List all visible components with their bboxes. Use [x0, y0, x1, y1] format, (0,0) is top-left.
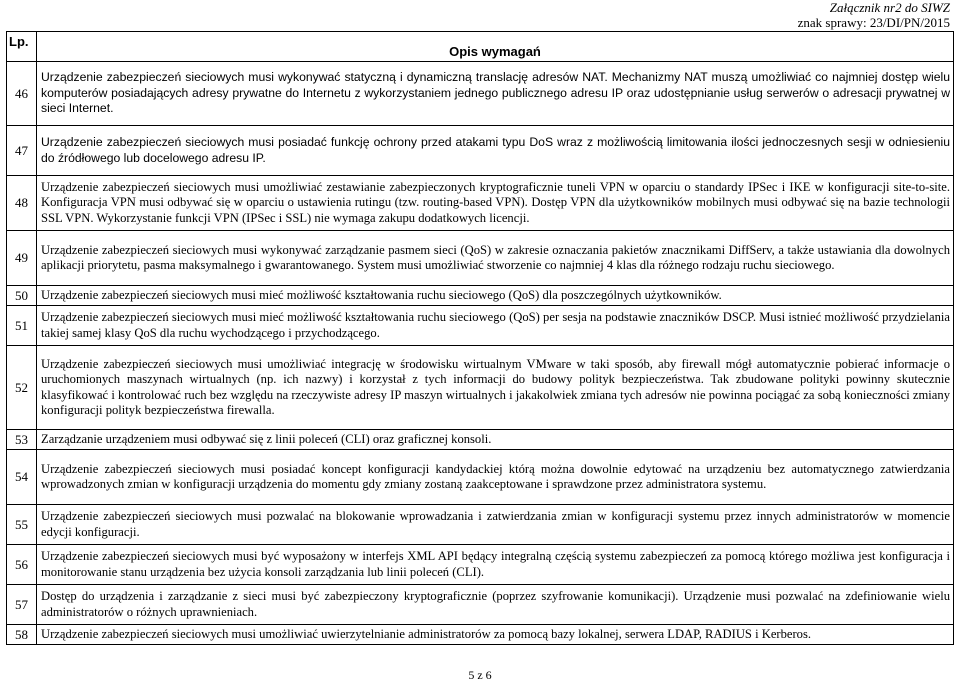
row-number: 46 — [7, 62, 37, 126]
row-number: 48 — [7, 176, 37, 231]
row-text: Urządzenie zabezpieczeń sieciowych musi umożliwiać zestawianie zabezpieczonych kryptograficznie tuneli VPN w oparciu o standardy IPSec i IKE w konfiguracji site-to-site. Konfiguracja VPN musi odbywać się w oparciu o ustawienia rutingu (tzw. routing-based VPN). Dostęp VPN dla użytkowników mobilnych musi odbywać się na bazie technologii SSL VPN. Wykorzystanie funkcji VPN (IPSec i SSL) nie wymaga zakupu dodatkowych licencji. — [37, 176, 954, 231]
table-row — [7, 585, 954, 625]
row-text: Urządzenie zabezpieczeń sieciowych musi pozwalać na blokowanie wprowadzania i zatwierdzania zmian w konfiguracji systemu przez innych administratorów w momencie edycji konfiguracji. — [37, 505, 954, 545]
row-text: Urządzenie zabezpieczeń sieciowych musi umożliwiać integrację w środowisku wirtualnym VMware w taki sposób, aby firewall mógł automatycznie pobierać informacje o uruchomionych maszynach wirtualnych (np. ich nazwy) i korzystał z tych informacji do budowy polityk bezpieczeństwa. Tak zbudowane polityki powinny skutecznie klasyfikować i kontrolować ruch bez względu na rzeczywiste adresy IP maszyn wirtualnych i jakakolwiek zmiana tych adresów nie powinna pociągać za sobą konieczności zmiany konfiguracji polityk bezpieczeństwa firewalla. — [37, 346, 954, 430]
row-number: 50 — [7, 286, 37, 306]
table-row — [7, 625, 954, 645]
row-number: 57 — [7, 585, 37, 625]
table-header-row — [7, 32, 954, 62]
row-number: 49 — [7, 231, 37, 286]
row-text: Urządzenie zabezpieczeń sieciowych musi mieć możliwość kształtowania ruchu sieciowego (QoS) dla poszczególnych użytkowników. — [37, 286, 954, 306]
row-number: 54 — [7, 450, 37, 505]
table-row — [7, 450, 954, 505]
row-number: 55 — [7, 505, 37, 545]
table-row — [7, 286, 954, 306]
table-row — [7, 505, 954, 545]
table-row — [7, 346, 954, 430]
table-row — [7, 176, 954, 231]
row-text: Urządzenie zabezpieczeń sieciowych musi posiadać koncept konfiguracji kandydackiej którą można dowolnie edytować na urządzeniu bez automatycznego zatwierdzania wprowadzonych zmian w konfiguracji urządzenia do momentu gdy zmiany zostaną zaakceptowane i sprawdzone przez administratora systemu. — [37, 450, 954, 505]
table-row — [7, 545, 954, 585]
row-text: Urządzenie zabezpieczeń sieciowych musi posiadać funkcję ochrony przed atakami typu DoS wraz z możliwością limitowania ilości jednoczesnych sesji w odniesieniu do źródłowego lub docelowego adresu IP. — [37, 126, 954, 176]
table-row — [7, 430, 954, 450]
row-text: Urządzenie zabezpieczeń sieciowych musi wykonywać statyczną i dynamiczną translację adresów NAT. Mechanizmy NAT muszą umożliwiać co najmniej dostęp wielu komputerów posiadających adresy prywatne do Internetu z wykorzystaniem jednego publicznego adresu IP oraz udostępnianie usług serwerów o adresacji prywatnej w sieci Internet. — [37, 62, 954, 126]
column-header-lp: Lp. — [7, 32, 37, 62]
case-number: znak sprawy: 23/DI/PN/2015 — [797, 15, 950, 30]
row-number: 56 — [7, 545, 37, 585]
row-number: 51 — [7, 306, 37, 346]
row-text: Urządzenie zabezpieczeń sieciowych musi wykonywać zarządzanie pasmem sieci (QoS) w zakresie oznaczania pakietów znacznikami DiffServ, a także ustawiania dla dowolnych aplikacji priorytetu, pasma maksymalnego i gwarantowanego. System musi umożliwiać stworzenie co najmniej 4 klas dla różnego rodzaju ruchu sieciowego. — [37, 231, 954, 286]
row-text: Dostęp do urządzenia i zarządzanie z sieci musi być zabezpieczony kryptograficznie (poprzez szyfrowanie komunikacji). Urządzenie musi pozwalać na zdefiniowanie wielu administratorów o różnych uprawnieniach. — [37, 585, 954, 625]
table-row — [7, 126, 954, 176]
row-text: Urządzenie zabezpieczeń sieciowych musi być wyposażony w interfejs XML API będący integralną częścią systemu zabezpieczeń za pomocą którego możliwa jest konfiguracja i monitorowanie stanu urządzenia bez użycia konsoli zarządzania lub linii poleceń (CLI). — [37, 545, 954, 585]
row-number: 52 — [7, 346, 37, 430]
table-row — [7, 62, 954, 126]
row-text: Zarządzanie urządzeniem musi odbywać się z linii poleceń (CLI) oraz graficznej konsoli. — [37, 430, 954, 450]
page-number: 5 z 6 — [468, 668, 492, 682]
row-number: 58 — [7, 625, 37, 645]
row-text: Urządzenie zabezpieczeń sieciowych musi mieć możliwość kształtowania ruchu sieciowego (QoS) per sesja na podstawie znaczników DSCP. Musi istnieć możliwość przydzielania takiej samej klasy QoS dla ruchu wychodzącego i przychodzącego. — [37, 306, 954, 346]
column-header-description: Opis wymagań — [37, 32, 954, 62]
row-text: Urządzenie zabezpieczeń sieciowych musi umożliwiać uwierzytelnianie administratorów za pomocą bazy lokalnej, serwera LDAP, RADIUS i Kerberos. — [37, 625, 954, 645]
row-number: 47 — [7, 126, 37, 176]
table-row — [7, 306, 954, 346]
row-number: 53 — [7, 430, 37, 450]
table-row — [7, 231, 954, 286]
requirements-table — [6, 31, 954, 645]
page-header — [798, 0, 950, 30]
attachment-label: Załącznik nr2 do SIWZ — [829, 0, 950, 15]
